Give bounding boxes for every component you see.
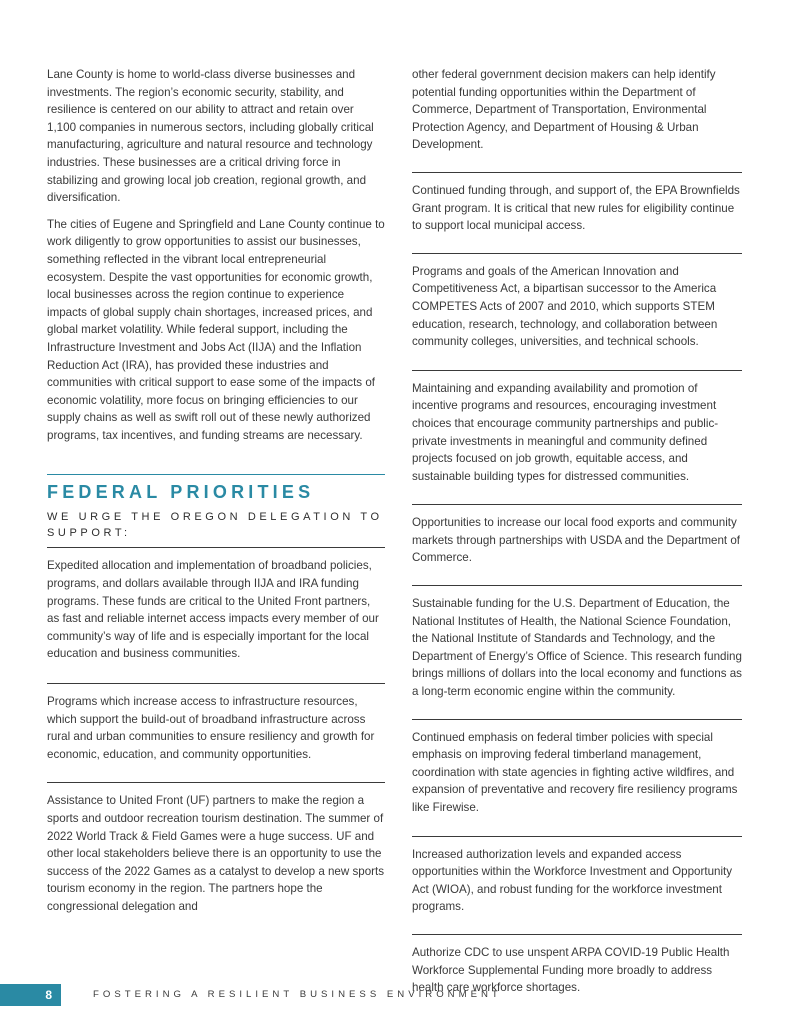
priority-item-text: Expedited allocation and implementation of broadband policies, programs, and dollars available through IIJA and IRA funding programs. These funds are critical to the United Front partners, as fast and reliable internet access impacts every member of our community’s way of life and is especially important for the local education and business communities. <box>47 559 379 661</box>
priority-item <box>412 934 742 997</box>
priority-item-continued <box>412 66 742 172</box>
right-column <box>412 66 742 997</box>
priority-item <box>47 782 385 915</box>
priority-item <box>47 683 385 782</box>
intro-paragraph-2: The cities of Eugene and Springfield and Lane County continue to work diligently to grow opportunities to assist our businesses, something reflected in the vibrant local entrepreneurial ecosystem. Despite the vast opportunities for economic growth, local businesses across the region continue to experience impacts of global supply chain shortages, increased prices, and global market volatility. While federal support, including the Infrastructure Investment and Jobs Act (IIJA) and the Inflation Reduction Act (IRA), has provided these industries and communities with critical support to ease some of the impacts of economic volatility, more focus on bringing efficiencies to our supply chains as well as swift roll out of these newly authorized programs, tax incentives, and funding streams are necessary. <box>47 217 385 442</box>
priority-item-text: Programs and goals of the American Innovation and Competitiveness Act, a bipartisan successor to the America COMPETES Acts of 2007 and 2010, which supports STEM education, research, technology, and collaboration between community colleges, universities, and technical schools. <box>412 264 718 349</box>
priority-item-text: Continued funding through, and support of, the EPA Brownfields Grant program. It is critical that new rules for eligibility continue to support local municipal access. <box>412 183 740 233</box>
left-column <box>47 66 385 916</box>
priority-item-text: Programs which increase access to infrastructure resources, which support the build-out of broadband infrastructure across rural and urban communities to ensure resiliency and growth for economic, education, and community opportunities. <box>47 695 375 761</box>
priority-item-text: other federal government decision makers can help identify potential funding opportunities within the Department of Commerce, Department of Transportation, Environmental Protection Agency, and Department of Housing & Urban Development. <box>412 68 716 152</box>
priority-item-text: Maintaining and expanding availability and promotion of incentive programs and resources, encouraging investment choices that encourage community partnerships and public-private investments in meaningful and community defined projects focused on job growth, equitable access, and sustainable building types for distressed communities. <box>412 381 719 483</box>
section-subtitle: WE URGE THE OREGON DELEGATION TO SUPPORT: <box>47 511 383 540</box>
priority-item <box>412 719 742 836</box>
priority-item-text: Continued emphasis on federal timber policies with special emphasis on improving federal timberland management, coordination with state agencies in fighting active wildfires, and expansion of preventative and recovery fire resiliency programs like Firewise. <box>412 730 738 814</box>
footer-title: FOSTERING A RESILIENT BUSINESS ENVIRONMENT <box>93 989 502 1000</box>
section-rule <box>47 474 385 475</box>
priority-item-text: Authorize CDC to use unspent ARPA COVID-19 Public Health Workforce Supplemental Funding more broadly to address health care workforce shortages. <box>412 945 730 995</box>
priority-item <box>412 253 742 370</box>
priority-item <box>412 836 742 934</box>
priority-item-text: Increased authorization levels and expanded access opportunities within the Workforce Investment and Opportunity Act (WIOA), and robust funding for the workforce investment programs. <box>412 847 733 914</box>
section-title: FEDERAL PRIORITIES <box>47 482 315 503</box>
priority-item-text: Sustainable funding for the U.S. Department of Education, the National Institutes of Health, the National Science Foundation, the National Institute of Standards and Technology, and the Department of Energy’s Office of Science. This research funding brings millions of dollars into the local economy and functions as a long-term economic engine within the community. <box>412 597 742 699</box>
priority-item <box>412 370 742 505</box>
priority-item <box>412 172 742 253</box>
priority-item <box>412 504 742 585</box>
intro-paragraph-1: Lane County is home to world-class diverse businesses and investments. The region’s economic security, stability, and resilience is centered on our ability to attract and retain over 1,100 companies in numerous sectors, including globally critical manufacturing, agriculture and natural resource and technology industries. These businesses are a critical driving force in stabilizing and growing local job creation, regional growth, and diversification. <box>47 68 374 205</box>
priority-item <box>47 547 385 683</box>
priority-item-text: Opportunities to increase our local food exports and community markets through partnerships with USDA and the Department of Commerce. <box>412 516 741 565</box>
priority-item-text: Assistance to United Front (UF) partners to make the region a sports and outdoor recreation tourism destination. The summer of 2022 World Track & Field Games were a huge success. UF and other local stakeholders believe there is an opportunity to use the success of the 2022 Games as a catalyst to develop a new sports tourism economy in the region. The partners hope the congressional delegation and <box>47 794 385 913</box>
page-number: 8 <box>0 984 61 1006</box>
priority-item <box>412 585 742 719</box>
